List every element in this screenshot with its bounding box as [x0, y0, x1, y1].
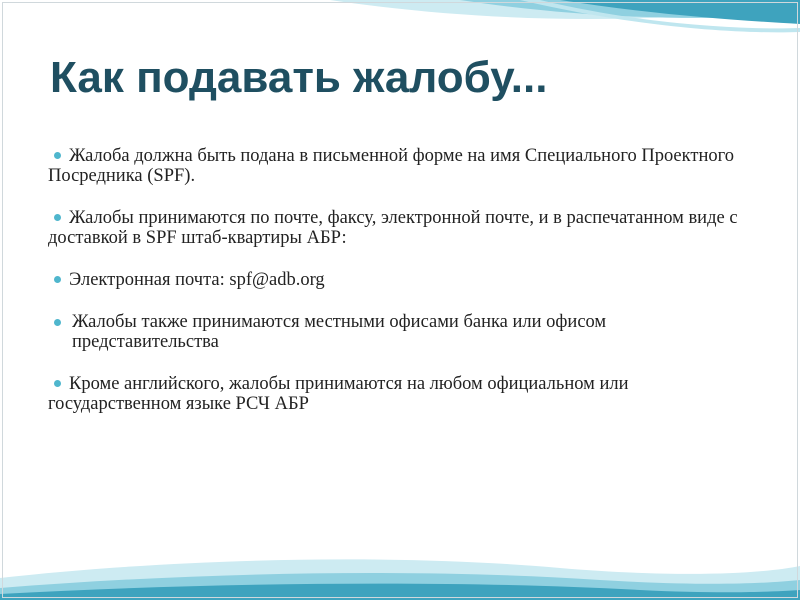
bullet-text: Электронная почта: spf@adb.org: [69, 270, 325, 290]
bullet-dot-icon: [54, 380, 61, 387]
bullet-text: Кроме английского, жалобы принимаются на любом официальном или государственном языке РСЧ АБР: [48, 374, 629, 414]
list-item: [48, 208, 748, 248]
bottom-wave-decoration: [0, 530, 800, 600]
bullet-dot-icon: [54, 214, 61, 221]
bullet-text: Жалоба должна быть подана в письменной форме на имя Специального Проектного Посредника (SPF).: [48, 146, 734, 186]
bullet-list: [48, 146, 748, 436]
list-item: [48, 312, 748, 352]
bullet-dot-icon: [54, 276, 61, 283]
list-item: [48, 270, 748, 290]
bullet-dot-icon: [54, 319, 61, 326]
bullet-text: Жалобы принимаются по почте, факсу, электронной почте, и в распечатанном виде с доставкой в SPF штаб-квартиры АБР:: [48, 208, 738, 248]
slide-title: Как подавать жалобу...: [50, 53, 548, 102]
bullet-dot-icon: [54, 152, 61, 159]
bullet-text: Жалобы также принимаются местными офисами банка или офисом представительства: [72, 312, 607, 352]
list-item: [48, 374, 748, 414]
list-item: [48, 146, 748, 186]
